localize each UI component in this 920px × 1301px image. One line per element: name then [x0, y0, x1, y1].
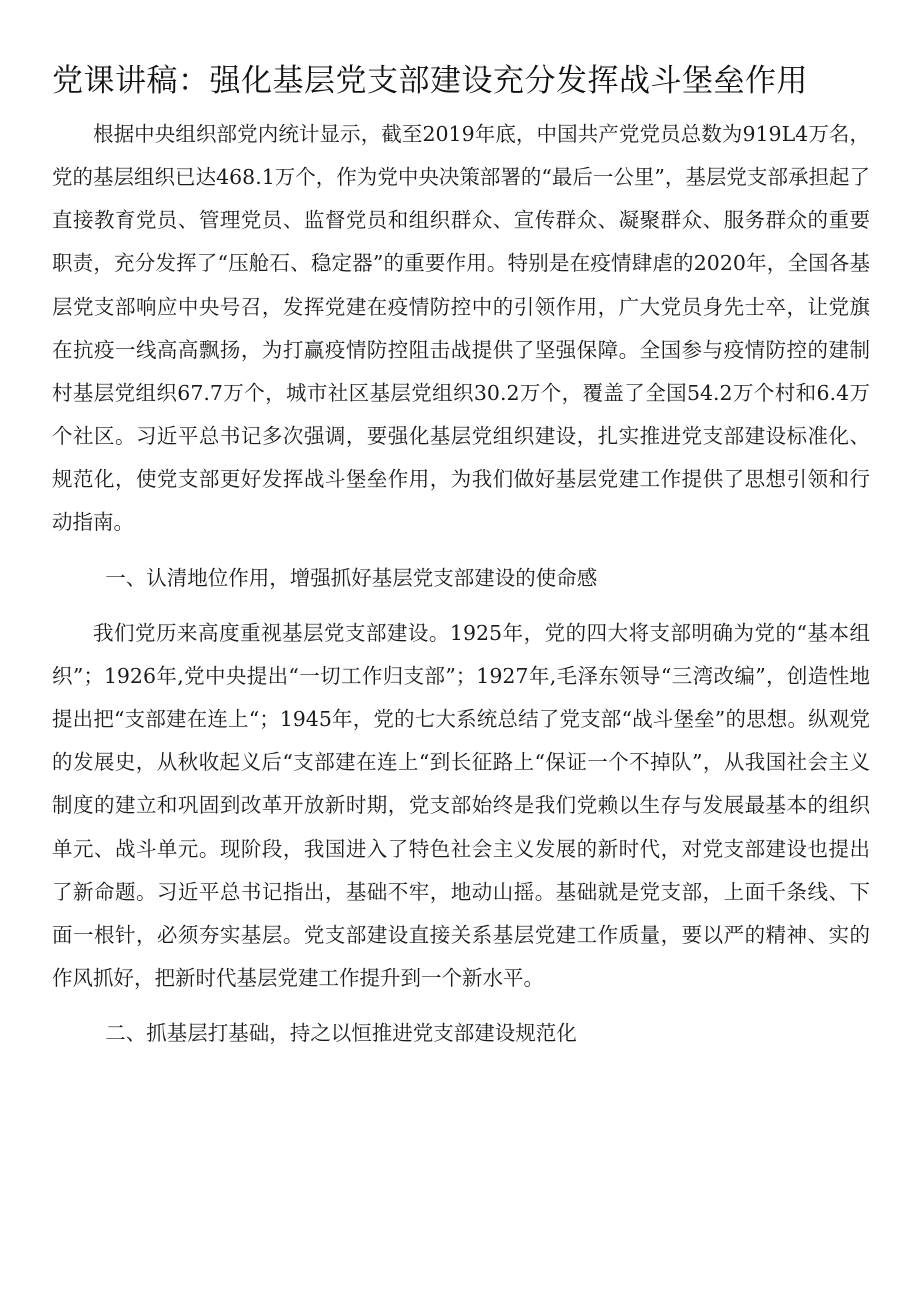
document-title: 党课讲稿：强化基层党支部建设充分发挥战斗堡垒作用 [52, 63, 808, 99]
section-heading-2: 二、抓基层打基础，持之以恒推进党支部建设规范化 [105, 1021, 577, 1046]
document-body [52, 113, 870, 1067]
section-heading-1: 一、认清地位作用，增强抓好基层党支部建设的使命感 [105, 565, 598, 590]
intro-paragraph: 根据中央组织部党内统计显示，截至2019年底，中国共产党党员总数为919L4万名，党的基层组织已达468.1万个，作为党中央决策部署的“最后一公里”，基层党支部承担起了直接教育党员、管理党员、监督党员和组织群众、宣传群众、凝聚群众、服务群众的重要职责，充分发挥了“压舱石、稳定器”的重要作用。特别是在疫情肆虐的2020年，全国各基层党支部响应中央号召，发挥党建在疫情防控中的引领作用，广大党员身先士卒，让党旗在抗疫一线高高飘扬，为打赢疫情防控阻击战提供了坚强保障。全国参与疫情防控的建制村基层党组织67.7万个，城市社区基层党组织30.2万个，覆盖了全国54.2万个村和6.4万个社区。习近平总书记多次强调，要强化基层党组织建设，扎实推进党支部建设标准化、规范化，使党支部更好发挥战斗堡垒作用，为我们做好基层党建工作提供了思想引领和行动指南。 [52, 122, 870, 535]
section-1-paragraph: 我们党历来高度重视基层党支部建设。1925年，党的四大将支部明确为党的“基本组织”；1926年,党中央提出“一切工作归支部”；1927年,毛泽东领导“三湾改编”，创造性地提出把“支部建在连上“；1945年，党的七大系统总结了党支部“战斗堡垒”的思想。纵观党的发展史，从秋收起义后“支部建在连上“到长征路上“保证一个不掉队”，从我国社会主义制度的建立和巩固到改革开放新时期，党支部始终是我们党赖以生存与发展最基本的组织单元、战斗单元。现阶段，我国进入了特色社会主义发展的新时代，对党支部建设也提出了新命题。习近平总书记指出，基础不牢，地动山摇。基础就是党支部，上面千条线、下面一根针，必须夯实基层。党支部建设直接关系基层党建工作质量，要以严的精神、实的作风抓好，把新时代基层党建工作提升到一个新水平。 [52, 620, 870, 990]
